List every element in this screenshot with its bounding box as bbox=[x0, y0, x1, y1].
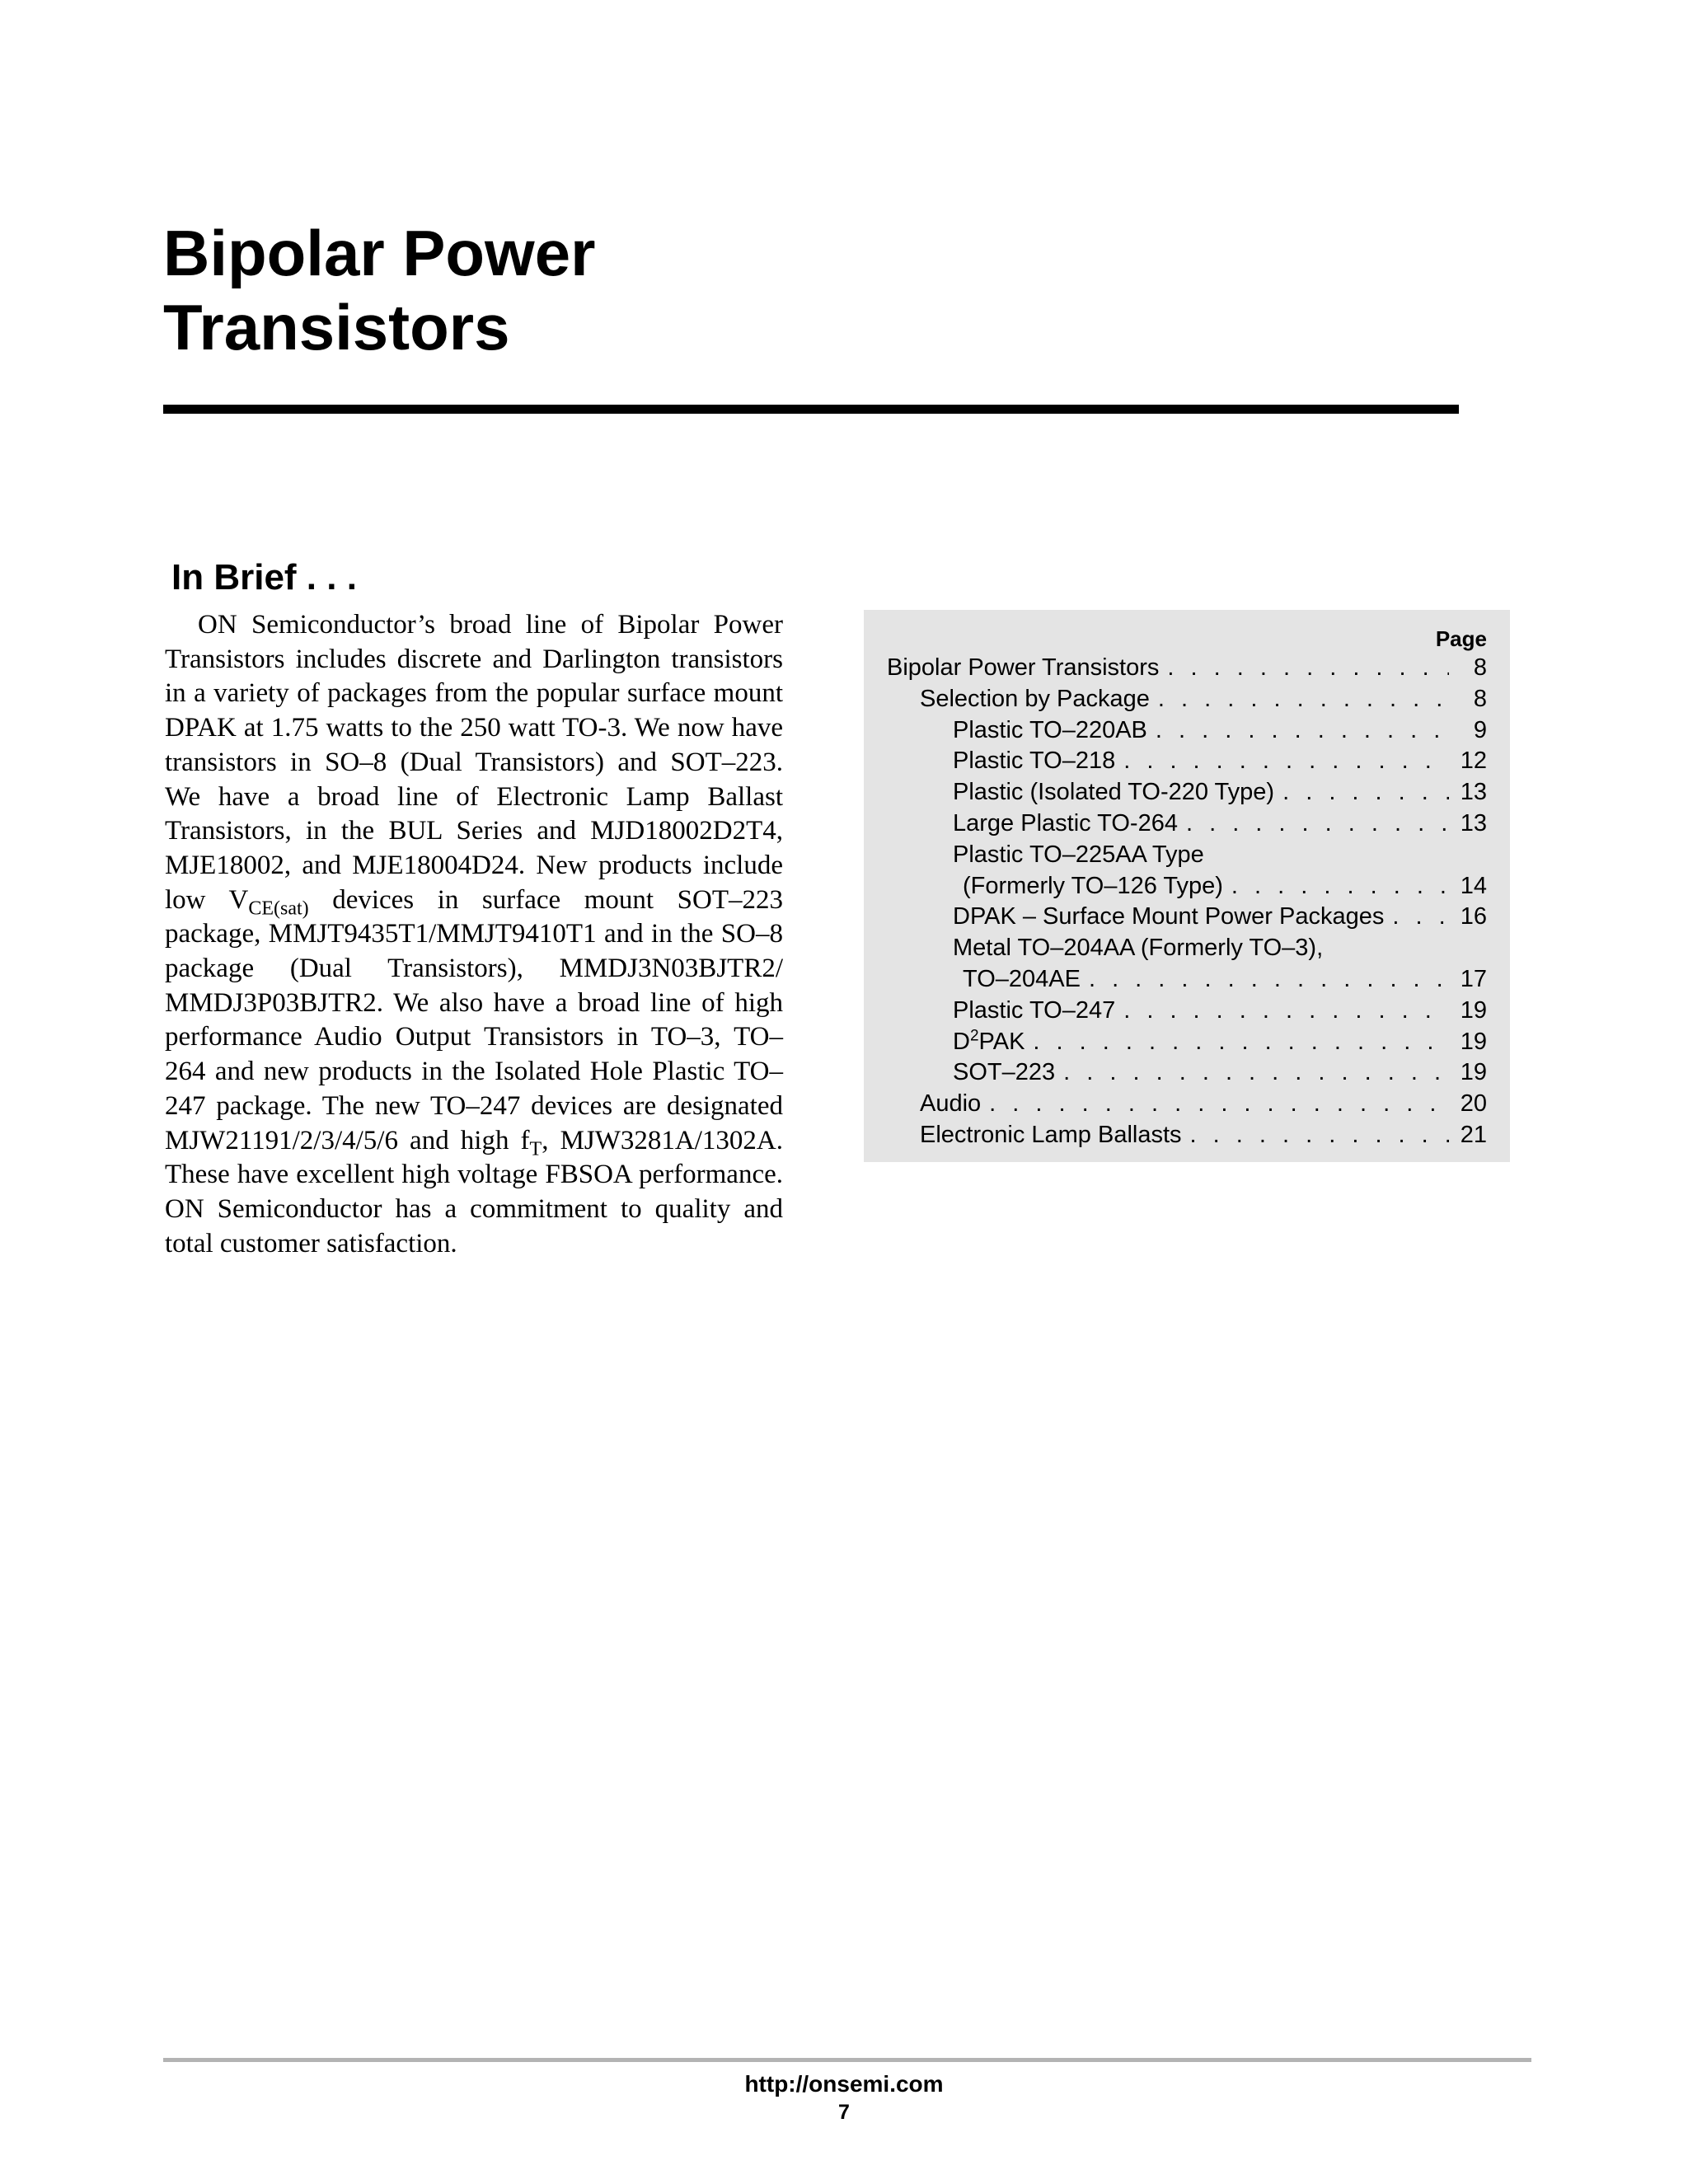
toc-entry-page: 20 bbox=[1460, 1090, 1487, 1118]
toc-entry-label: Plastic (Isolated TO-220 Type) bbox=[953, 779, 1275, 806]
toc-entry-page: 12 bbox=[1460, 748, 1487, 775]
toc-page-column-header: Page bbox=[1435, 626, 1487, 651]
toc-entry-label: Plastic TO–225AA Type bbox=[953, 841, 1204, 868]
toc-entry-label: (Formerly TO–126 Type) bbox=[963, 872, 1223, 899]
toc-entry-label: Metal TO–204AA (Formerly TO–3), bbox=[953, 935, 1324, 962]
page-title-line-2: Transistors bbox=[163, 291, 510, 363]
vce-sat-subscript: CE(sat) bbox=[248, 898, 309, 920]
toc-leader-dots bbox=[1167, 653, 1449, 684]
toc-entry[interactable] bbox=[887, 1027, 1487, 1058]
page-number: 7 bbox=[838, 2101, 850, 2124]
body-text-part-1: ON Semiconductor’s broad line of Bipolar Power Transistors includes discrete and Darlington transistors in a variety of packages from the popular surface mount DPAK at 1.75 watts to the 250 watt TO-3. We now have transistors in SO–8 (Dual Transistors) and SOT–223. We have a broad line of Electronic Lamp Ballast Transistors, in the BUL Series and MJD18002D2T4, MJE18002, and MJE18004D24. New products include low V bbox=[165, 610, 783, 915]
footer-url[interactable]: http://onsemi.com bbox=[744, 2071, 944, 2097]
toc-leader-dots bbox=[1089, 964, 1449, 996]
ft-subscript: T bbox=[529, 1138, 542, 1160]
toc-leader-dots bbox=[1190, 1120, 1449, 1151]
toc-entry[interactable] bbox=[887, 871, 1487, 902]
toc-entry-label: DPAK – Surface Mount Power Packages bbox=[953, 903, 1385, 930]
toc-entry[interactable] bbox=[887, 715, 1487, 747]
toc-entry-label: Selection by Package bbox=[920, 685, 1150, 712]
toc-entry-label: SOT–223 bbox=[953, 1059, 1056, 1086]
toc-entry[interactable] bbox=[887, 653, 1487, 684]
toc-entry[interactable] bbox=[887, 933, 1487, 964]
toc-entry[interactable] bbox=[887, 746, 1487, 777]
toc-leader-dots bbox=[1392, 902, 1449, 933]
toc-label-part: D bbox=[953, 1028, 970, 1055]
toc-entry-page: 21 bbox=[1460, 1121, 1487, 1148]
page-title bbox=[163, 216, 595, 364]
toc-entry-page: 9 bbox=[1473, 716, 1487, 743]
toc-entry-label bbox=[953, 1027, 1025, 1058]
toc-entry-label: Plastic TO–247 bbox=[953, 996, 1116, 1024]
toc-leader-dots bbox=[1156, 715, 1449, 747]
toc-entry[interactable] bbox=[887, 777, 1487, 808]
toc-entry[interactable] bbox=[887, 840, 1487, 871]
in-brief-paragraph bbox=[165, 608, 783, 1261]
body-text-part-2: devices in surface mount SOT–223 package, MMJT9435T1/MMJT9410T1 and in the SO–8 package (Dual Transistors), MMDJ3N03BJTR2/ MMDJ3P03BJTR2. We also have a broad line of high performance Audio Output Transistors in TO–3, TO–264 and new products in the Isolated Hole Plastic TO–247 package. The new TO–247 devices are designated MJW21191/2/3/4/5/6 and high f bbox=[165, 884, 783, 1155]
toc-entry-label: Electronic Lamp Ballasts bbox=[920, 1121, 1182, 1148]
toc-leader-dots bbox=[1282, 777, 1449, 808]
toc-entry[interactable] bbox=[887, 684, 1487, 715]
toc-leader-dots bbox=[1033, 1027, 1449, 1058]
toc-entry[interactable] bbox=[887, 902, 1487, 933]
toc-leader-dots bbox=[1186, 808, 1449, 840]
toc-label-part: PAK bbox=[978, 1028, 1025, 1055]
toc-entry-label: Bipolar Power Transistors bbox=[887, 654, 1160, 681]
toc-entry-label: Plastic TO–218 bbox=[953, 748, 1116, 775]
toc-entry-page: 16 bbox=[1460, 903, 1487, 930]
toc-entry[interactable] bbox=[887, 1089, 1487, 1120]
toc-entry[interactable] bbox=[887, 1120, 1487, 1151]
footer-rule bbox=[163, 2058, 1531, 2062]
toc-entry-page: 14 bbox=[1460, 872, 1487, 899]
table-of-contents bbox=[864, 610, 1510, 1162]
toc-entry[interactable] bbox=[887, 996, 1487, 1027]
toc-entry-page: 17 bbox=[1460, 965, 1487, 992]
toc-label-superscript: 2 bbox=[969, 1026, 979, 1044]
toc-leader-dots bbox=[989, 1089, 1449, 1120]
body-text-part-3: , MJW3281A/1302A. These have excellent high voltage FBSOA performance. ON Semiconductor has a commitment to quality and total customer satisfaction. bbox=[165, 1125, 783, 1258]
toc-leader-dots bbox=[1063, 1057, 1449, 1089]
toc-entry-page: 13 bbox=[1460, 809, 1487, 837]
toc-entry[interactable] bbox=[887, 964, 1487, 996]
toc-entry-label: Large Plastic TO-264 bbox=[953, 809, 1178, 837]
toc-entry-page: 19 bbox=[1460, 1028, 1487, 1055]
in-brief-body bbox=[165, 608, 783, 1261]
toc-entry-page: 8 bbox=[1473, 685, 1487, 712]
toc-leader-dots bbox=[1158, 684, 1449, 715]
toc-leader-dots bbox=[1231, 871, 1449, 902]
in-brief-heading: In Brief . . . bbox=[171, 557, 357, 598]
toc-entry-label: TO–204AE bbox=[963, 965, 1081, 992]
toc-entry-page: 19 bbox=[1460, 1059, 1487, 1086]
toc-leader-dots bbox=[1123, 996, 1449, 1027]
toc-leader-dots bbox=[1123, 746, 1449, 777]
toc-entry[interactable] bbox=[887, 1057, 1487, 1089]
toc-entry-page: 13 bbox=[1460, 779, 1487, 806]
page-title-line-1: Bipolar Power bbox=[163, 217, 596, 289]
toc-entry-page: 8 bbox=[1473, 654, 1487, 681]
toc-entry-label: Plastic TO–220AB bbox=[953, 716, 1147, 743]
toc-list bbox=[887, 653, 1487, 1151]
title-rule bbox=[163, 405, 1459, 414]
toc-entry[interactable] bbox=[887, 808, 1487, 840]
toc-entry-label: Audio bbox=[920, 1090, 982, 1118]
toc-entry-page: 19 bbox=[1460, 996, 1487, 1024]
